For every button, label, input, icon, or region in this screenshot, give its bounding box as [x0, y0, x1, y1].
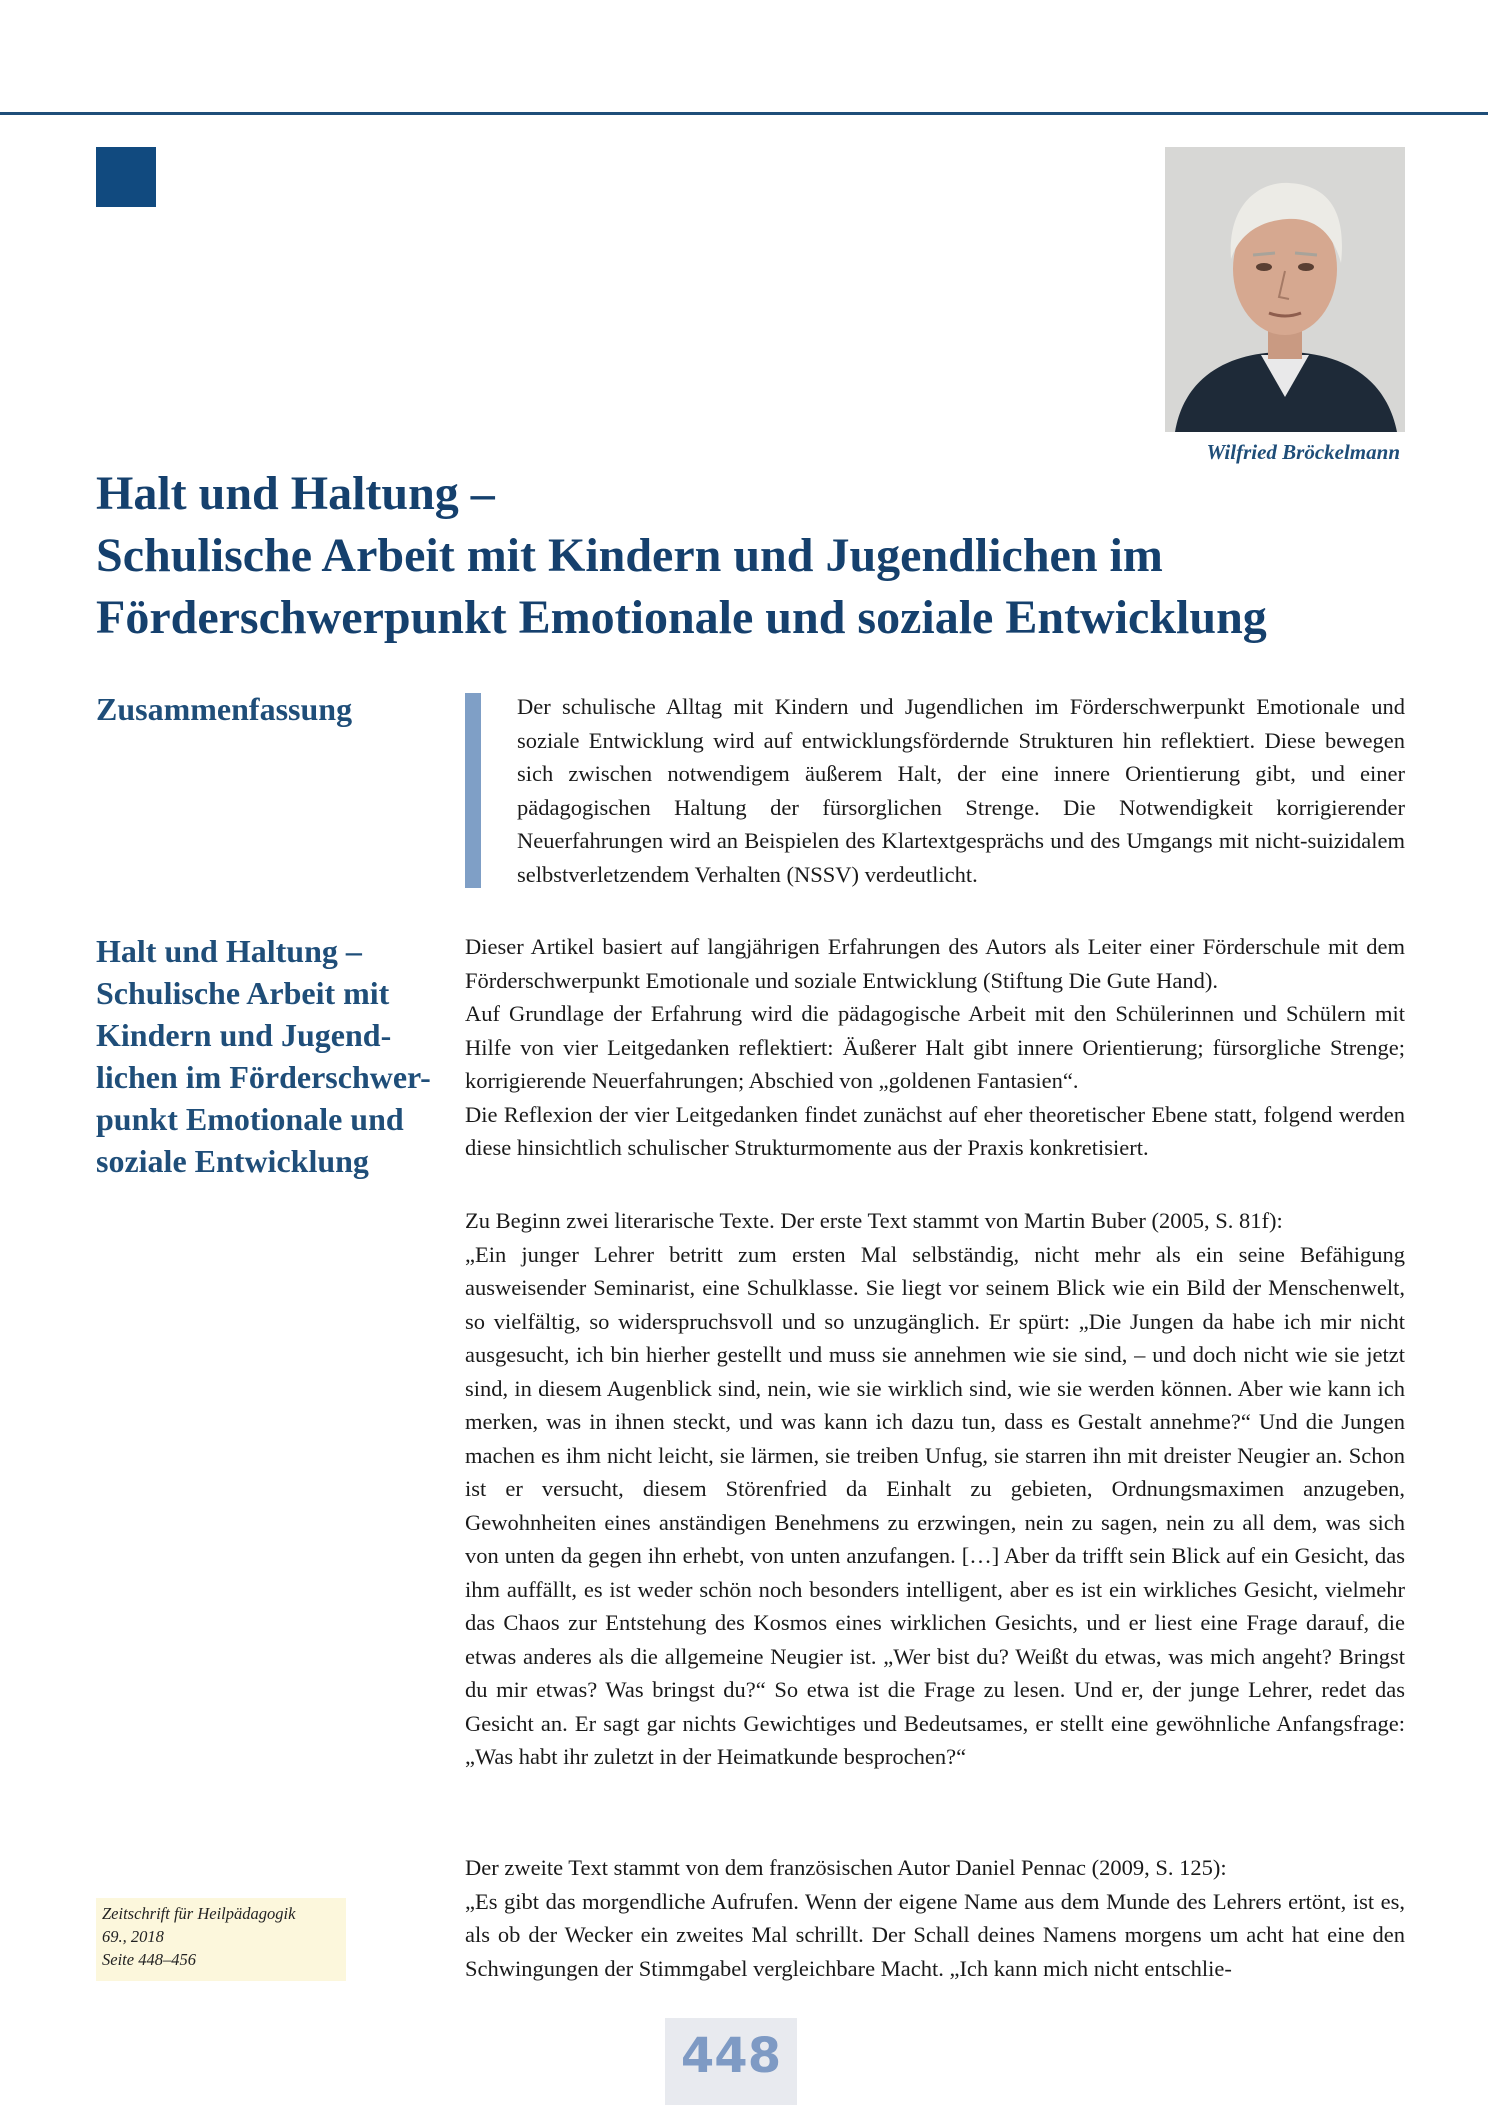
body-paragraph: Auf Grundlage der Erfahrung wird die pädagogische Arbeit mit den Schülerinnen und Schülern mit Hilfe von vier Leitgedanken reflektiert: Äußerer Halt gibt innere Orientierung; fürsorgliche Strenge; korrigierende Neuerfahrungen; Abschied von „goldenen Fantasien“.: [465, 1001, 1405, 1093]
page-number-box: [665, 2018, 797, 2105]
side-title-line: Kindern und Jugend-: [96, 1017, 392, 1053]
article-title: [96, 463, 1416, 649]
summary-heading: Zusammenfassung: [96, 691, 353, 727]
journal-name: Zeitschrift für Heilpädagogik: [102, 1904, 296, 1923]
title-line: Schulische Arbeit mit Kindern und Jugendlichen im: [96, 529, 1163, 582]
block-quote: „Ein junger Lehrer betritt zum ersten Mal selbständig, nicht mehr als ein seine Befähigung ausweisender Seminarist, eine Schulklasse. Sie liegt vor seinem Blick wie ein Bild der Menschenwelt, so vielfältig, so widerspruchsvoll und so unzugänglich. Er spürt: „Die Jungen da habe ich mir nicht ausgesucht, ich bin hierher gestellt und muss sie annehmen wie sie sind, – und doch nicht wie sie jetzt sind, in diesem Augenblick sind, nein, wie sie wirklich sind, wie sie werden können. Aber wie kann ich merken, was in ihnen steckt, und was kann ich dazu tun, dass es Gestalt annehme?“ Und die Jungen machen es ihm nicht leicht, sie lärmen, sie treiben Unfug, sie starren ihn mit dreister Neugier an. Schon ist er versucht, diesem Störenfried da Einhalt zu gebieten, Ordnungsmaximen anzugeben, Gewohnheiten eines anständigen Benehmens zu erzwingen, nein zu sagen, nein zu all dem, was sich von unten da gegen ihn erhebt, von unten anzufangen. […] Aber da trifft sein Blick auf ein Gesicht, das ihm auffällt, es ist weder schön noch besonders intelligent, aber es ist ein wirkliches Gesicht, vielmehr das Chaos zur Entstehung des Kosmos eines wirklichen Gesichts, und er liest eine Frage darauf, die etwas anderes als die allgemeine Neugier ist. „Wer bist du? Weißt du etwas, was mich angeht? Bringst du mir etwas? Was bringst du?“ So etwa ist die Frage zu lesen. Und er, der junge Lehrer, redet das Gesicht an. Er sagt gar nichts Gewichtiges und Bedeutsames, er stellt eine gewöhnliche Anfangsfrage: „Was habt ihr zuletzt in der Heimatkunde besprochen?“: [465, 1241, 1405, 1769]
author-name-caption: Wilfried Bröckelmann: [1206, 440, 1400, 464]
abstract-text: Der schulische Alltag mit Kindern und Jugendlichen im Förderschwerpunkt Emotionale und soziale Entwicklung wird auf entwicklungsfördernde Strukturen hin reflektiert. Diese bewegen sich zwischen notwendigem äußerem Halt, der eine innere Orientierung gibt, und einer pädagogischen Haltung der fürsorglichen Strenge. Die Notwendigkeit korrigierender Neuerfahrungen wird an Beispielen des Klartextgesprächs und des Umgangs mit nicht-suizidalem selbstverletzendem Verhalten (NSSV) verdeutlicht.: [517, 694, 1405, 887]
journal-citation-box: [96, 1898, 346, 1981]
side-title: [96, 930, 436, 1182]
intro-section: [465, 930, 1405, 1165]
pennac-section: [465, 1851, 1405, 1985]
side-title-line: soziale Entwicklung: [96, 1143, 369, 1179]
page-number: 448: [680, 2028, 782, 2084]
side-title-line: Schulische Arbeit mit: [96, 975, 390, 1011]
top-rule: [0, 112, 1488, 115]
journal-pages: Seite 448–456: [102, 1950, 196, 1969]
abstract-accent-bar: [465, 693, 481, 888]
section-marker-square: [96, 147, 156, 207]
title-line: Förderschwerpunkt Emotionale und soziale Entwicklung: [96, 591, 1267, 644]
journal-volume: 69., 2018: [102, 1927, 164, 1946]
side-title-line: punkt Emotionale und: [96, 1101, 404, 1137]
buber-section: [465, 1204, 1405, 1774]
body-paragraph: Zu Beginn zwei literarische Texte. Der erste Text stammt von Martin Buber (2005, S. 81f):: [465, 1208, 1283, 1233]
title-line: Halt und Haltung –: [96, 467, 495, 520]
author-portrait: [1165, 147, 1405, 432]
side-title-line: lichen im Förderschwer-: [96, 1059, 431, 1095]
body-paragraph: Dieser Artikel basiert auf langjährigen Erfahrungen des Autors als Leiter einer Förderschule mit dem Förderschwerpunkt Emotionale und soziale Entwicklung (Stiftung Die Gute Hand).: [465, 934, 1405, 993]
side-title-line: Halt und Haltung –: [96, 933, 362, 969]
block-quote: „Es gibt das morgendliche Aufrufen. Wenn der eigene Name aus dem Munde des Lehrers ertönt, ist es, als ob der Wecker ein zweites Mal schrillt. Der Schall deines Namens morgens um acht hat eine den Schwingungen der Stimmgabel vergleichbare Macht. „Ich kann mich nicht entschlie-: [465, 1888, 1405, 1981]
body-paragraph: Die Reflexion der vier Leitgedanken findet zunächst auf eher theoretischer Ebene statt, folgend werden diese hinsichtlich schulischer Strukturmomente aus der Praxis konkretisiert.: [465, 1101, 1405, 1160]
body-paragraph: Der zweite Text stammt von dem französischen Autor Daniel Pennac (2009, S. 125):: [465, 1855, 1227, 1880]
